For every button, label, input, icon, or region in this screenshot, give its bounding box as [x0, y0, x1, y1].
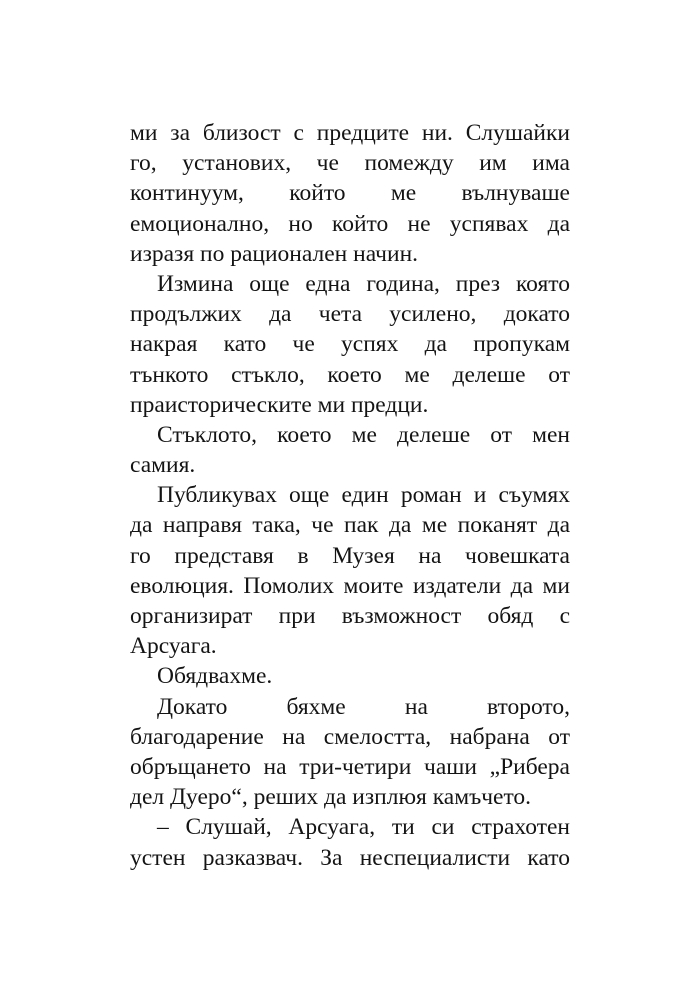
text-line: Обядвахме. [157, 663, 273, 690]
text-line: Стъклото, което ме делеше от мен [157, 421, 570, 448]
text-line: Арсуага. [130, 633, 217, 660]
text-line: да направя така, че пак да ме поканят да [130, 512, 570, 539]
text-line: благодарение на смелостта, набрана от [130, 723, 570, 750]
text-line: изразя по рационален начин. [130, 240, 419, 267]
text-line: праисторическите ми предци. [130, 391, 429, 418]
body-text [130, 118, 570, 873]
text-line: – Слушай, Арсуага, ти си страхотен [157, 814, 570, 841]
text-line: Измина още една година, през която [157, 270, 570, 297]
text-line: Докато бяхме на второто, [157, 693, 570, 720]
text-line: континуум, който ме вълнуваше [130, 180, 570, 207]
text-line: устен разказвач. За неспециалисти като [130, 844, 570, 871]
text-line: дел Дуеро“, реших да изплюя камъчето. [130, 784, 532, 811]
text-line: го, установих, че помежду им има [130, 150, 570, 177]
text-line: емоционално, но който не успявах да [130, 210, 570, 237]
text-line: продължих да чета усилено, докато [130, 301, 570, 328]
text-line: Публикувах още един роман и съумях [157, 482, 570, 509]
text-line: го представя в Музея на човешката [130, 542, 570, 569]
text-line: тънкото стъкло, което ме делеше от [130, 361, 570, 388]
text-line: самия. [130, 452, 196, 479]
text-line: ми за близост с предците ни. Слушайки [130, 120, 570, 146]
text-line: организират при възможност обяд с [130, 603, 570, 629]
text-line: накрая като че успях да пропукам [130, 331, 570, 358]
text-line: еволюция. Помолих моите издатели да ми [130, 572, 570, 599]
text-line: обръщането на три-четири чаши „Рибера [130, 753, 570, 780]
